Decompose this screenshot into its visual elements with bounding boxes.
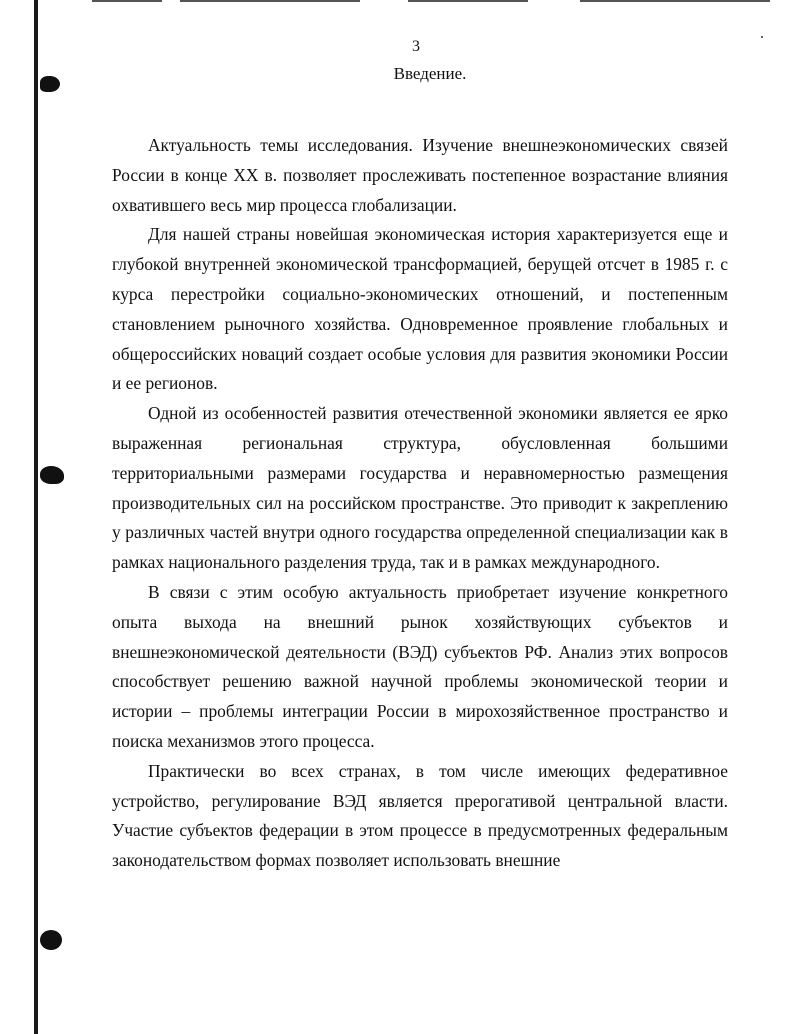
paragraph: Практически во всех странах, в том числе имеющих федеративное устройство, регулирование ВЭД является прерогативой центральной власти. Участие субъектов федерации в этом процессе в предусмотренных федеральным законодательством формах позволяет использовать внешние	[112, 760, 728, 871]
paragraph: Одной из особенностей развития отечественной экономики является ее ярко выраженная региональная структура, обусловленная большими территориальными размерами государства и неравномерностью размещения производительных сил на российском пространстве. Это приводит к закреплению у различных частей внутри одного государства определенной специализации как в рамках национального разделения труда, так и в рамках международного.	[112, 403, 728, 573]
punch-hole-mark	[40, 466, 64, 484]
paragraph: Актуальность темы исследования. Изучение внешнеэкономических связей России в конце XX в. позволяет прослеживать постепенное возрастание влияния охватившего весь мир процесса глобализации.	[112, 135, 728, 215]
paragraph: В связи с этим особую актуальность приобретает изучение конкретного опыта выхода на внешний рынок хозяйствующих субъектов и внешнеэкономической деятельности (ВЭД) субъектов РФ. Анализ этих вопросов способствует решению важной научной проблемы экономической теории и истории – проблемы интеграции России в мирохозяйственное пространство и поиска механизмов этого процесса.	[112, 581, 728, 751]
document-body	[112, 131, 728, 876]
page-number: 3	[412, 38, 420, 55]
scan-top-line	[580, 0, 770, 2]
scan-top-line	[92, 0, 162, 2]
punch-hole-mark	[40, 930, 62, 950]
scan-left-edge	[34, 0, 38, 1034]
paragraph: Для нашей страны новейшая экономическая история характеризуется еще и глубокой внутренней экономической трансформацией, берущей отсчет в 1985 г. с курса перестройки социально-экономических отношений, и постепенным становлением рыночного хозяйства. Одновременное проявление глобальных и общероссийских новаций создает особые условия для развития экономики России и ее регионов.	[112, 224, 728, 394]
scan-top-line	[408, 0, 528, 2]
section-heading: Введение.	[393, 64, 467, 83]
scan-top-line	[180, 0, 360, 2]
